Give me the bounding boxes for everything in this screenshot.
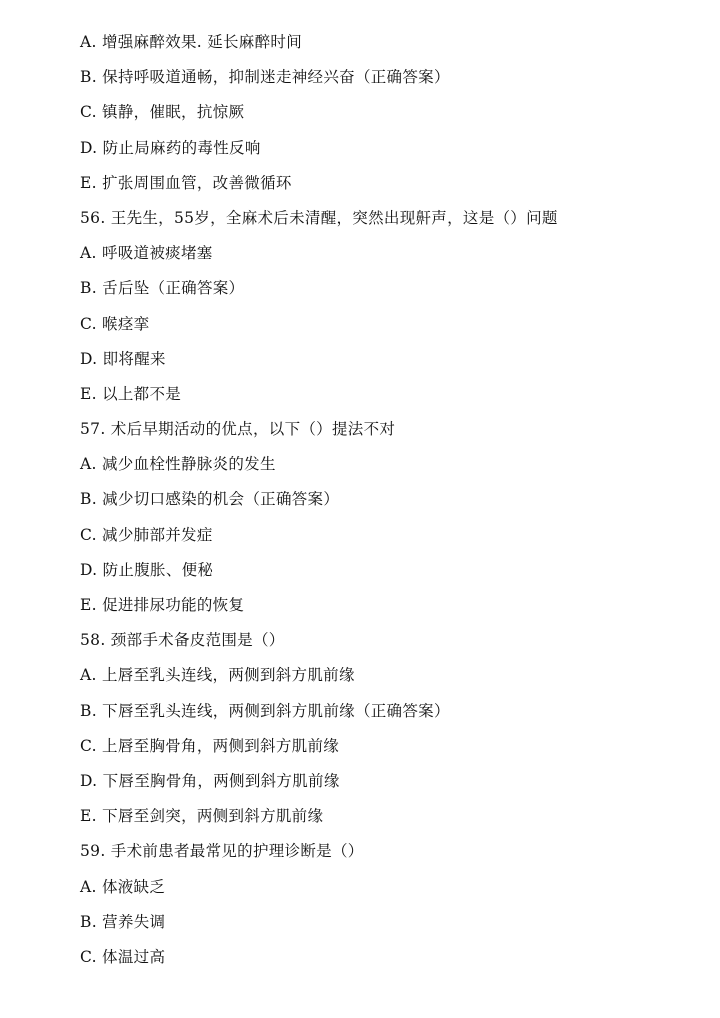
option-text: C. 喉痉挛 [80, 314, 150, 333]
option-text: B. 减少切口感染的机会（正确答案） [80, 490, 340, 509]
option-text: E. 下唇至剑突，两侧到斜方肌前缘 [80, 807, 324, 826]
question-text: 56. 王先生，55岁，全麻术后未清醒，突然出现鼾声，这是（）问题 [80, 208, 558, 227]
question-text: 59. 手术前患者最常见的护理诊断是（） [80, 842, 364, 861]
option-text: A. 减少血栓性静脉炎的发生 [80, 455, 276, 474]
option-text: D. 即将醒来 [80, 349, 166, 368]
option-text: A. 体液缺乏 [80, 877, 166, 896]
option-text: E. 促进排尿功能的恢复 [80, 596, 245, 614]
option-text: D. 防止局麻药的毒性反响 [80, 138, 261, 157]
option-text: A. 增强麻醉效果. 延长麻醉时间 [80, 33, 303, 51]
option-text: B. 下唇至乳头连线，两侧到斜方肌前缘（正确答案） [80, 701, 450, 720]
option-text: A. 上唇至乳头连线，两侧到斜方肌前缘 [80, 666, 355, 685]
question-text: 57. 术后早期活动的优点，以下（）提法不对 [80, 420, 396, 439]
option-text: E. 扩张周围血管，改善微循环 [80, 173, 292, 192]
option-text: C. 上唇至胸骨角，两侧到斜方肌前缘 [80, 736, 340, 755]
document-page [80, 29, 700, 979]
option-text: C. 镇静，催眠，抗惊厥 [80, 103, 245, 122]
option-text: E. 以上都不是 [80, 384, 182, 403]
option-text: C. 减少肺部并发症 [80, 525, 213, 544]
option-text: B. 营养失调 [80, 912, 166, 931]
option-text: B. 舌后坠（正确答案） [80, 279, 245, 298]
option-text: A. 呼吸道被痰堵塞 [80, 244, 213, 263]
option-text: C. 体温过高 [80, 947, 166, 966]
option-text: B. 保持呼吸道通畅，抑制迷走神经兴奋（正确答案） [80, 68, 450, 87]
question-text: 58. 颈部手术备皮范围是（） [80, 631, 285, 650]
option-text: D. 下唇至胸骨角，两侧到斜方肌前缘 [80, 771, 340, 790]
option-text: D. 防止腹胀、便秘 [80, 560, 214, 579]
